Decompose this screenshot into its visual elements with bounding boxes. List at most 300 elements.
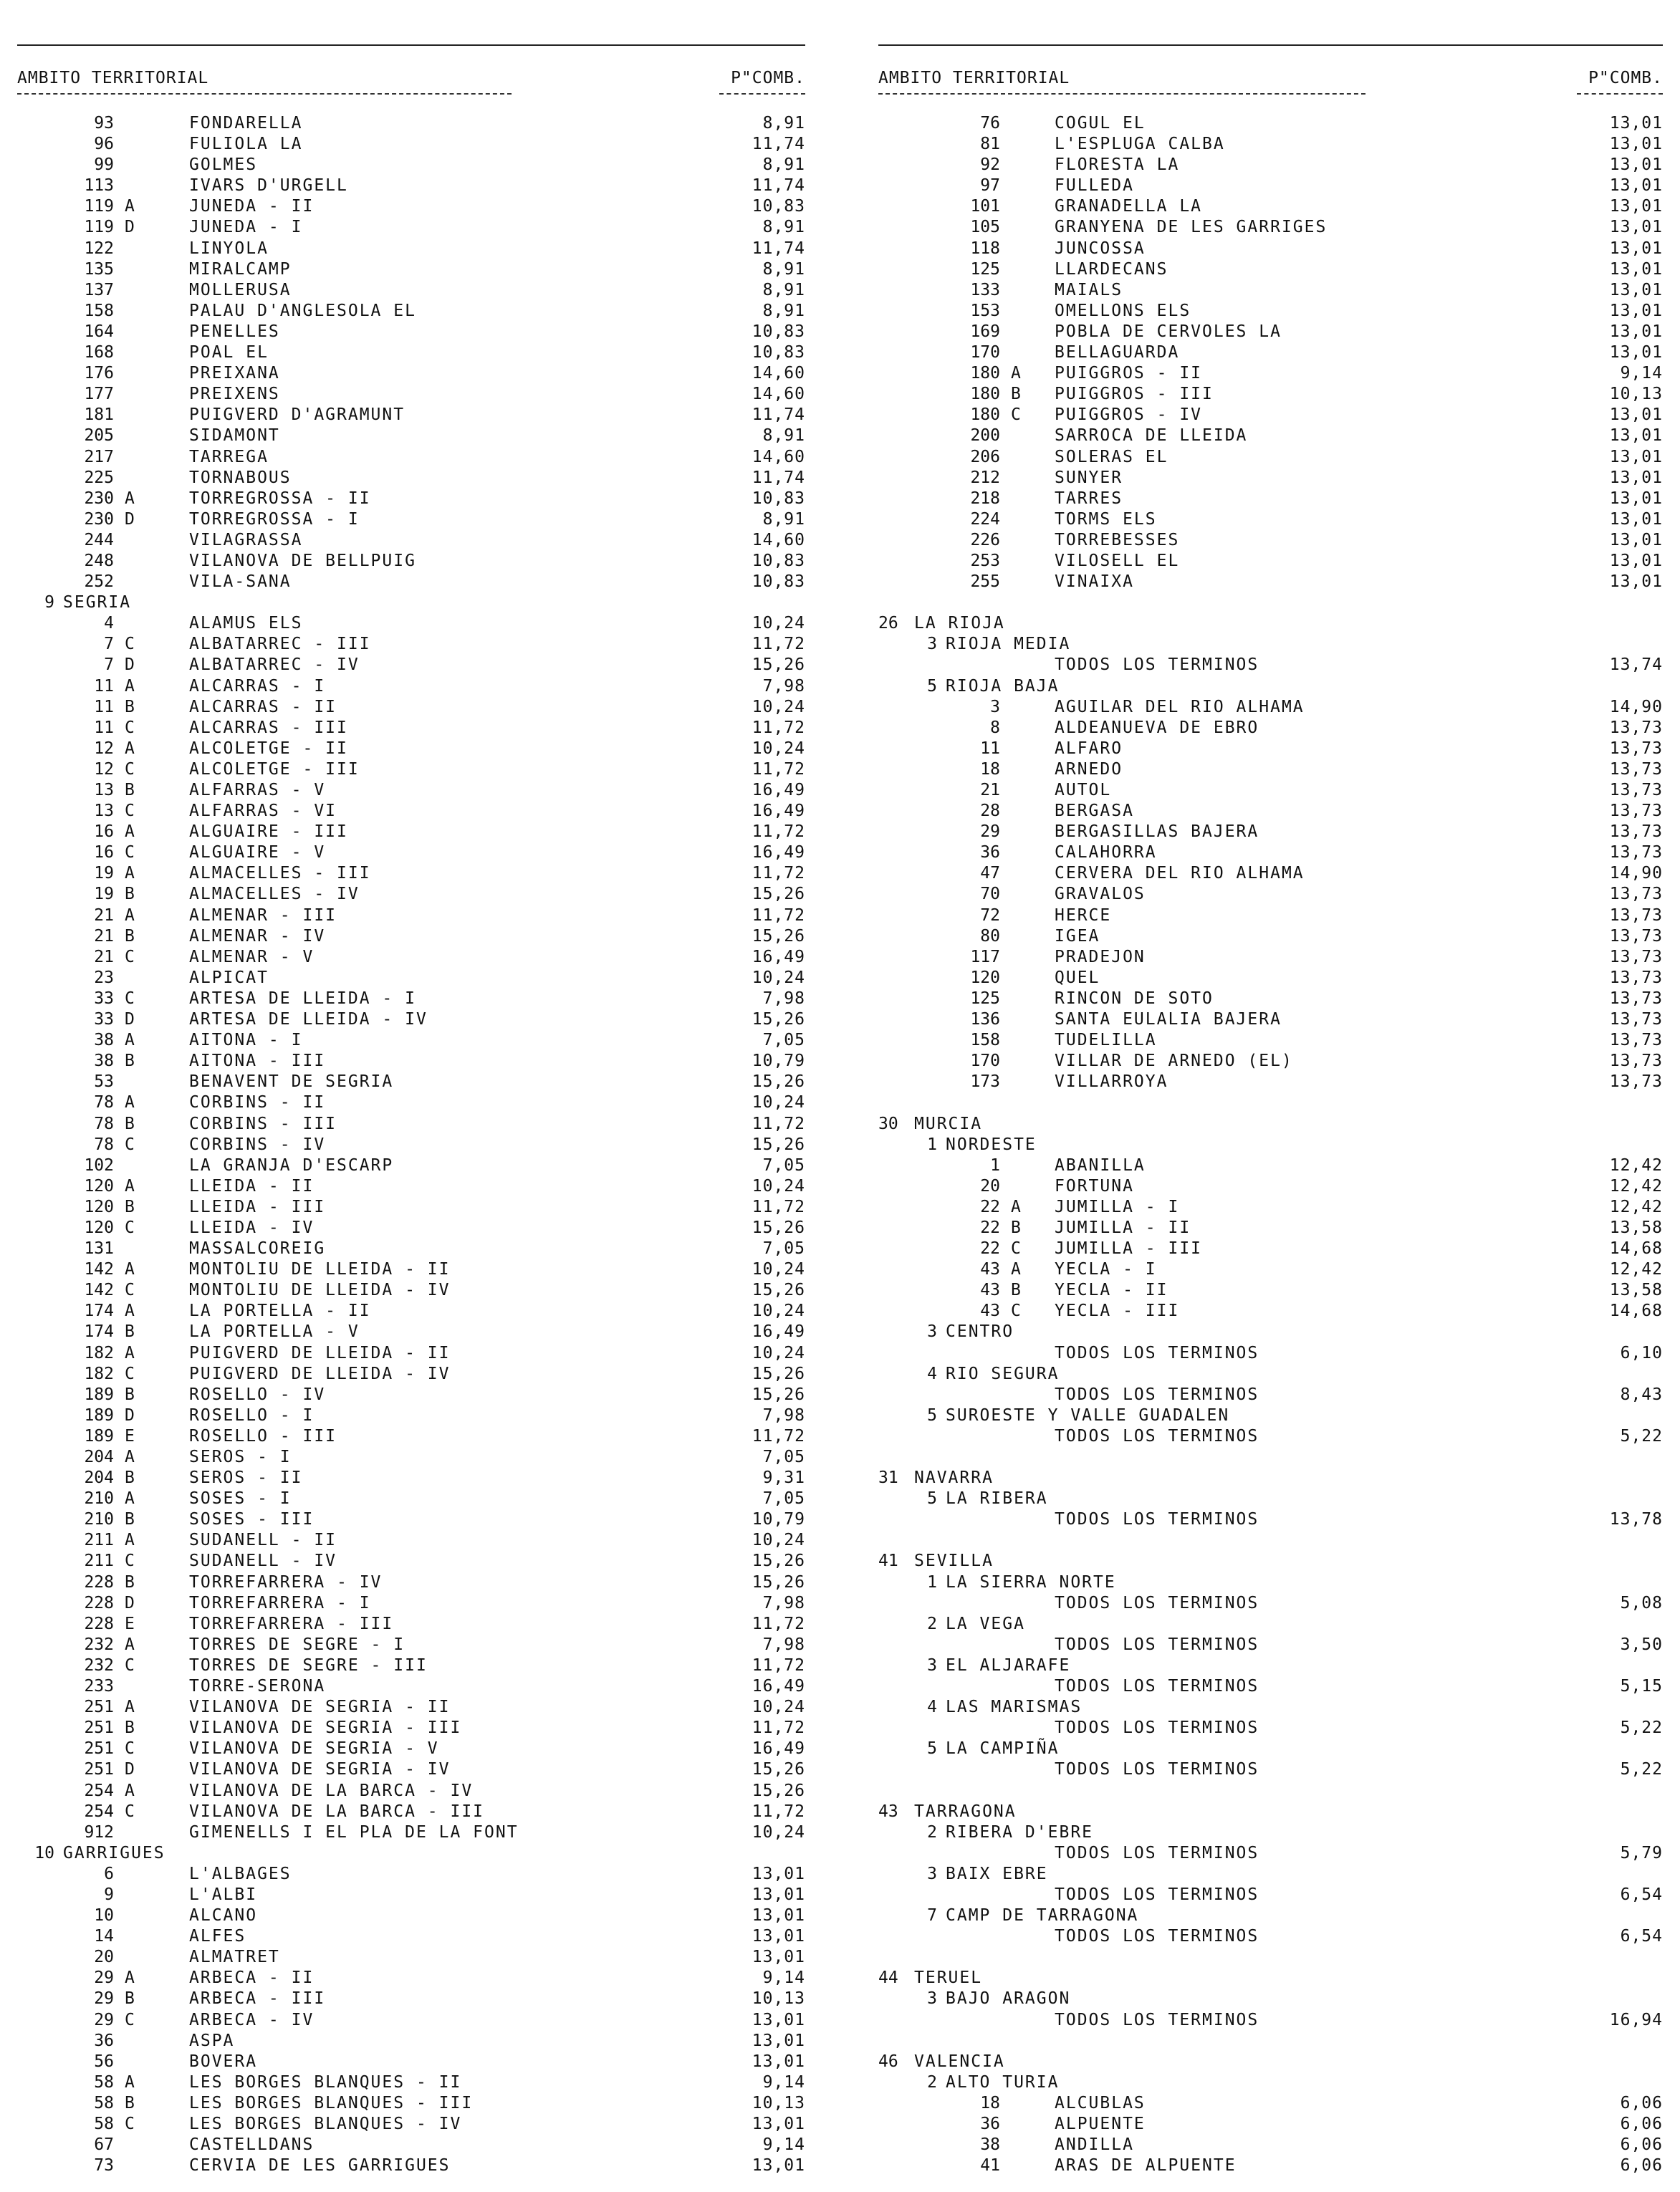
row-value: 13,01	[1609, 530, 1663, 549]
row-code: 251	[84, 1718, 114, 1738]
row-code: 70	[980, 885, 1000, 904]
row-value: 8,91	[762, 301, 805, 320]
row-value: 13,01	[1609, 114, 1663, 133]
row-name: LA RIOJA	[914, 614, 1005, 633]
comarca-row	[878, 1905, 1663, 1926]
row-name: BELLAGUARDA	[1055, 343, 1180, 362]
row-value: 13,01	[1609, 155, 1663, 175]
table-row	[17, 863, 805, 884]
row-value: 14,60	[752, 530, 805, 549]
table-row	[878, 447, 1663, 468]
row-value: 13,01	[1609, 197, 1663, 216]
row-name: ALBATARREC - IV	[189, 655, 360, 675]
row-code: 58	[94, 2115, 114, 2133]
row-suffix: C	[125, 1135, 135, 1154]
row-code: 38	[94, 1031, 114, 1050]
table-row	[878, 1218, 1663, 1239]
row-value: 16,49	[752, 1739, 805, 1759]
row-name: VILA-SANA	[189, 572, 292, 592]
row-value: 5,08	[1620, 1593, 1663, 1612]
comarca-row	[878, 1614, 1663, 1635]
row-code: 99	[94, 155, 114, 175]
row-value: 15,26	[752, 1781, 805, 1800]
row-value: 13,78	[1609, 1510, 1663, 1529]
row-value: 5,22	[1620, 1718, 1663, 1738]
row-value: 11,74	[752, 405, 805, 425]
table-row	[17, 634, 805, 655]
row-value: 15,26	[752, 885, 805, 904]
table-row	[878, 1280, 1663, 1301]
top-rule	[878, 44, 1663, 46]
row-value: 6,54	[1620, 1927, 1663, 1946]
table-row	[878, 2114, 1663, 2135]
row-code: 120	[970, 968, 1000, 987]
row-code: 29	[94, 1989, 114, 2009]
table-row	[17, 426, 805, 446]
row-code: 189	[84, 1426, 114, 1446]
row-name: AUTOL	[1055, 781, 1112, 799]
table-row	[878, 926, 1663, 947]
row-name: SANTA EULALIA BAJERA	[1055, 1010, 1282, 1029]
row-code: 56	[94, 2052, 114, 2071]
row-name: TODOS LOS TERMINOS	[1055, 1760, 1259, 1779]
row-name: SOSES - III	[189, 1510, 315, 1529]
row-value: 10,24	[752, 1176, 805, 1196]
row-value: 10,24	[752, 1698, 805, 1717]
table-row	[17, 2114, 805, 2135]
comarca-row	[878, 2072, 1663, 2093]
table-row	[878, 1259, 1663, 1280]
row-value: 14,68	[1609, 1239, 1663, 1259]
row-value: 13,74	[1609, 655, 1663, 675]
row-name: VILLAR DE ARNEDO (EL)	[1055, 1052, 1293, 1071]
value-underline	[1577, 93, 1663, 95]
table-row	[17, 363, 805, 384]
row-code: 80	[980, 926, 1000, 946]
row-value: 10,83	[752, 322, 805, 341]
row-code: 131	[84, 1239, 114, 1259]
row-code: 13	[94, 802, 114, 821]
column-header	[17, 66, 805, 92]
row-name: BAIX EBRE	[946, 1864, 1048, 1883]
row-name: TODOS LOS TERMINOS	[1055, 1843, 1259, 1862]
comarca-row	[878, 634, 1663, 655]
row-name: ALCARRAS - I	[189, 676, 326, 696]
row-code: 22	[980, 1218, 1000, 1237]
row-code: 36	[980, 2115, 1000, 2133]
row-value: 14,90	[1609, 864, 1663, 883]
table-row	[878, 863, 1663, 884]
row-code: 76	[980, 114, 1000, 133]
row-code: 30	[878, 1114, 898, 1133]
row-suffix: C	[125, 843, 135, 862]
row-name: TORREBESSES	[1055, 530, 1180, 549]
row-value: 15,26	[752, 1552, 805, 1571]
row-name: ALCARRAS - II	[189, 697, 337, 716]
row-code: 8	[990, 718, 1000, 737]
row-name: MONTOLIU DE LLEIDA - II	[189, 1260, 451, 1279]
row-code: 5	[927, 1489, 937, 1509]
row-suffix: A	[125, 905, 135, 925]
row-suffix: B	[125, 1114, 135, 1133]
row-value: 13,73	[1609, 781, 1663, 799]
table-row	[17, 822, 805, 842]
table-row	[17, 1114, 805, 1135]
row-name: VALENCIA	[914, 2052, 1005, 2071]
row-code: 36	[94, 2031, 114, 2050]
row-value: 15,26	[752, 1135, 805, 1154]
table-row	[17, 572, 805, 592]
row-value: 14,60	[752, 385, 805, 404]
row-value: 11,74	[752, 135, 805, 154]
row-value: 6,10	[1620, 1343, 1663, 1362]
row-name: LLEIDA - III	[189, 1197, 326, 1216]
table-row	[17, 1030, 805, 1051]
row-name: SEROS - I	[189, 1448, 292, 1466]
row-suffix: B	[125, 1989, 135, 2009]
row-suffix: A	[1011, 1197, 1021, 1216]
row-name: SEGRIA	[63, 593, 132, 612]
row-suffix: C	[125, 2010, 135, 2029]
row-name: TARREGA	[189, 447, 269, 466]
row-code: 10	[34, 1843, 54, 1862]
row-code: 53	[94, 1072, 114, 1092]
table-row	[17, 2135, 805, 2155]
row-name: YECLA - III	[1055, 1302, 1180, 1321]
row-code: 46	[878, 2052, 898, 2071]
table-row	[17, 2155, 805, 2176]
row-name: PALAU D'ANGLESOLA EL	[189, 301, 416, 320]
row-value: 7,05	[762, 1489, 805, 1509]
row-name: VILLARROYA	[1055, 1072, 1168, 1092]
table-row	[878, 1426, 1663, 1447]
row-value: 8,91	[762, 509, 805, 529]
row-value: 10,13	[752, 2093, 805, 2112]
row-value: 13,01	[1609, 343, 1663, 362]
row-name: CERVIA DE LES GARRIGUES	[189, 2156, 451, 2176]
table-row	[17, 322, 805, 342]
row-suffix: C	[125, 718, 135, 737]
row-name: JUMILLA - III	[1055, 1239, 1203, 1259]
row-code: 1	[927, 1572, 937, 1592]
row-name: COGUL EL	[1055, 114, 1146, 133]
table-row	[878, 697, 1663, 718]
table-row	[878, 1030, 1663, 1051]
row-name: SEVILLA	[914, 1552, 994, 1571]
row-code: 212	[970, 468, 1000, 487]
row-suffix: C	[1011, 1302, 1021, 1321]
row-value: 13,01	[1609, 218, 1663, 237]
province-row	[878, 613, 1663, 634]
table-row	[17, 301, 805, 322]
row-suffix: C	[125, 989, 135, 1008]
row-code: 119	[84, 218, 114, 237]
row-code: 164	[84, 322, 114, 341]
row-name: ALCOLETGE - II	[189, 739, 348, 758]
row-name: JUMILLA - II	[1055, 1218, 1191, 1237]
table-row	[878, 1301, 1663, 1322]
row-code: 170	[970, 1052, 1000, 1071]
row-code: 189	[84, 1385, 114, 1404]
row-name: TODOS LOS TERMINOS	[1055, 1718, 1259, 1738]
spacer-row	[878, 592, 1663, 613]
header-underline	[17, 93, 512, 95]
comarca-row	[878, 1405, 1663, 1426]
row-name: ALMATRET	[189, 1948, 280, 1967]
row-value: 11,72	[752, 905, 805, 925]
row-suffix: A	[125, 1260, 135, 1279]
row-value: 10,83	[752, 551, 805, 570]
table-row	[17, 613, 805, 634]
row-name: VILANOVA DE LA BARCA - IV	[189, 1781, 474, 1800]
row-value: 14,90	[1609, 697, 1663, 716]
row-name: ALPUENTE	[1055, 2115, 1146, 2133]
row-value: 15,26	[752, 655, 805, 675]
table-row	[17, 134, 805, 155]
row-value: 9,14	[762, 2135, 805, 2155]
row-value: 13,01	[752, 1948, 805, 1967]
row-value: 11,72	[752, 635, 805, 654]
table-row	[17, 1676, 805, 1697]
row-code: 19	[94, 864, 114, 883]
row-code: 254	[84, 1802, 114, 1821]
row-code: 67	[94, 2135, 114, 2155]
row-value: 12,42	[1609, 1197, 1663, 1216]
row-code: 19	[94, 885, 114, 904]
row-code: 3	[927, 1322, 937, 1342]
table-row	[17, 1426, 805, 1447]
table-row	[17, 1530, 805, 1551]
row-code: 14	[94, 1927, 114, 1946]
table-row	[17, 905, 805, 926]
table-row	[17, 239, 805, 259]
row-value: 11,72	[752, 1426, 805, 1446]
row-name: ROSELLO - IV	[189, 1385, 326, 1404]
row-code: 38	[980, 2135, 1000, 2155]
row-name: ALMACELLES - III	[189, 864, 371, 883]
spacer-row	[878, 2031, 1663, 2052]
row-suffix: B	[125, 1718, 135, 1738]
table-row	[878, 363, 1663, 384]
row-value: 7,98	[762, 989, 805, 1008]
row-value: 15,26	[752, 1072, 805, 1092]
row-code: 135	[84, 259, 114, 279]
row-value: 5,79	[1620, 1843, 1663, 1862]
row-suffix: B	[125, 1322, 135, 1342]
province-row	[878, 1468, 1663, 1489]
row-suffix: A	[125, 197, 135, 216]
row-name: ALDEANUEVA DE EBRO	[1055, 718, 1259, 737]
row-code: 11	[94, 697, 114, 716]
table-row	[878, 780, 1663, 801]
row-code: 20	[94, 1948, 114, 1967]
row-name: LAS MARISMAS	[946, 1698, 1083, 1717]
row-code: 29	[94, 2010, 114, 2029]
comarca-row	[878, 1822, 1663, 1843]
table-row	[17, 1155, 805, 1176]
row-name: ALCUBLAS	[1055, 2093, 1146, 2112]
row-code: 105	[970, 218, 1000, 237]
row-name: SARROCA DE LLEIDA	[1055, 426, 1248, 446]
table-row	[17, 759, 805, 780]
row-name: ASPA	[189, 2031, 235, 2050]
row-code: 1	[990, 1155, 1000, 1175]
row-name: ALBATARREC - III	[189, 635, 371, 654]
row-suffix: D	[125, 509, 135, 529]
row-code: 251	[84, 1698, 114, 1717]
row-code: 3	[927, 1989, 937, 2009]
row-name: BOVERA	[189, 2052, 258, 2071]
row-value: 13,01	[1609, 447, 1663, 466]
row-code: 18	[980, 759, 1000, 779]
row-value: 13,73	[1609, 802, 1663, 821]
row-name: LA PORTELLA - II	[189, 1302, 371, 1321]
row-value: 10,79	[752, 1052, 805, 1071]
table-row	[17, 1176, 805, 1197]
row-suffix: C	[125, 802, 135, 821]
row-value: 13,01	[1609, 135, 1663, 154]
row-suffix: B	[1011, 1218, 1021, 1237]
header-value-label: P"COMB.	[1588, 69, 1663, 87]
row-name: NORDESTE	[946, 1135, 1037, 1154]
row-code: 93	[94, 114, 114, 133]
row-name: GARRIGUES	[63, 1843, 165, 1862]
table-row	[17, 509, 805, 530]
row-value: 13,01	[1609, 468, 1663, 487]
row-name: ALAMUS ELS	[189, 614, 303, 633]
row-value: 13,01	[1609, 572, 1663, 592]
row-name: PUIGVERD DE LLEIDA - IV	[189, 1364, 451, 1383]
row-code: 58	[94, 2072, 114, 2092]
row-code: 29	[980, 822, 1000, 842]
row-suffix: A	[125, 1031, 135, 1050]
table-row	[17, 176, 805, 196]
row-name: ALFES	[189, 1927, 246, 1946]
row-value: 12,42	[1609, 1260, 1663, 1279]
table-row	[17, 342, 805, 363]
row-value: 15,26	[752, 926, 805, 946]
row-name: VILANOVA DE BELLPUIG	[189, 551, 416, 570]
row-suffix: C	[1011, 1239, 1021, 1259]
row-code: 142	[84, 1260, 114, 1279]
table-row	[17, 1614, 805, 1635]
table-row	[878, 322, 1663, 342]
row-name: L'ALBAGES	[189, 1864, 292, 1883]
row-name: ROSELLO - I	[189, 1405, 315, 1425]
row-name: PUIGGROS - III	[1055, 385, 1214, 404]
row-value: 11,72	[752, 1802, 805, 1821]
row-value: 15,26	[752, 1010, 805, 1029]
table-row	[17, 697, 805, 718]
row-code: 38	[94, 1052, 114, 1071]
table-row	[878, 301, 1663, 322]
province-row	[878, 1114, 1663, 1135]
row-code: 9	[104, 1885, 114, 1904]
row-suffix: B	[125, 1052, 135, 1071]
row-value: 13,01	[752, 1864, 805, 1883]
row-code: 58	[94, 2093, 114, 2112]
row-code: 21	[94, 926, 114, 946]
row-value: 10,83	[752, 572, 805, 592]
row-name: JUNCOSSA	[1055, 239, 1146, 258]
row-value: 11,72	[752, 822, 805, 842]
row-value: 13,58	[1609, 1218, 1663, 1237]
row-code: 113	[84, 176, 114, 196]
row-name: SEROS - II	[189, 1468, 303, 1488]
table-row	[17, 1802, 805, 1822]
row-code: 253	[970, 551, 1000, 570]
row-value: 7,98	[762, 1405, 805, 1425]
header-value-label: P"COMB.	[731, 69, 805, 87]
row-code: 96	[94, 135, 114, 154]
row-name: GIMENELLS I EL PLA DE LA FONT	[189, 1822, 519, 1842]
row-value: 9,14	[762, 2072, 805, 2092]
row-code: 20	[980, 1176, 1000, 1196]
header-title: AMBITO TERRITORIAL	[17, 69, 209, 87]
row-code: 120	[84, 1218, 114, 1237]
row-value: 6,06	[1620, 2156, 1663, 2176]
table-row	[17, 2052, 805, 2072]
row-name: TERUEL	[914, 1969, 983, 1988]
province-row	[878, 1551, 1663, 1572]
row-code: 251	[84, 1739, 114, 1759]
row-code: 81	[980, 135, 1000, 154]
row-name: TODOS LOS TERMINOS	[1055, 1593, 1259, 1612]
row-name: CORBINS - III	[189, 1114, 337, 1133]
row-value: 13,73	[1609, 822, 1663, 842]
row-value: 6,06	[1620, 2135, 1663, 2155]
row-code: 158	[84, 301, 114, 320]
row-code: 78	[94, 1114, 114, 1133]
row-value: 8,91	[762, 280, 805, 299]
table-row	[17, 1301, 805, 1322]
table-row	[878, 2155, 1663, 2176]
row-name: RIBERA D'EBRE	[946, 1822, 1094, 1842]
row-name: TODOS LOS TERMINOS	[1055, 655, 1259, 675]
row-suffix: C	[1011, 405, 1021, 425]
table-row	[17, 280, 805, 301]
row-name: PUIGGROS - IV	[1055, 405, 1203, 425]
row-name: TODOS LOS TERMINOS	[1055, 1677, 1259, 1696]
table-row	[17, 780, 805, 801]
row-value: 11,74	[752, 176, 805, 196]
row-name: FORTUNA	[1055, 1176, 1134, 1196]
table-row	[878, 280, 1663, 301]
row-value: 13,01	[752, 2052, 805, 2071]
row-name: LA SIERRA NORTE	[946, 1572, 1116, 1592]
row-code: 33	[94, 989, 114, 1008]
row-name: ALGUAIRE - V	[189, 843, 326, 862]
row-value: 11,72	[752, 1718, 805, 1738]
row-code: 11	[980, 739, 1000, 758]
table-row	[17, 1864, 805, 1885]
header-title: AMBITO TERRITORIAL	[878, 69, 1070, 87]
row-code: 158	[970, 1031, 1000, 1050]
row-value: 15,26	[752, 1364, 805, 1383]
row-suffix: C	[125, 2115, 135, 2133]
table-row	[878, 1009, 1663, 1030]
row-code: 73	[94, 2156, 114, 2176]
row-name: ALCANO	[189, 1906, 258, 1926]
row-value: 13,73	[1609, 1052, 1663, 1071]
row-value: 13,01	[1609, 280, 1663, 299]
row-name: TUDELILLA	[1055, 1031, 1157, 1050]
table-row	[17, 2031, 805, 2052]
table-row	[17, 989, 805, 1009]
row-code: 232	[84, 1655, 114, 1675]
comarca-row	[878, 1739, 1663, 1759]
table-row	[17, 1739, 805, 1759]
